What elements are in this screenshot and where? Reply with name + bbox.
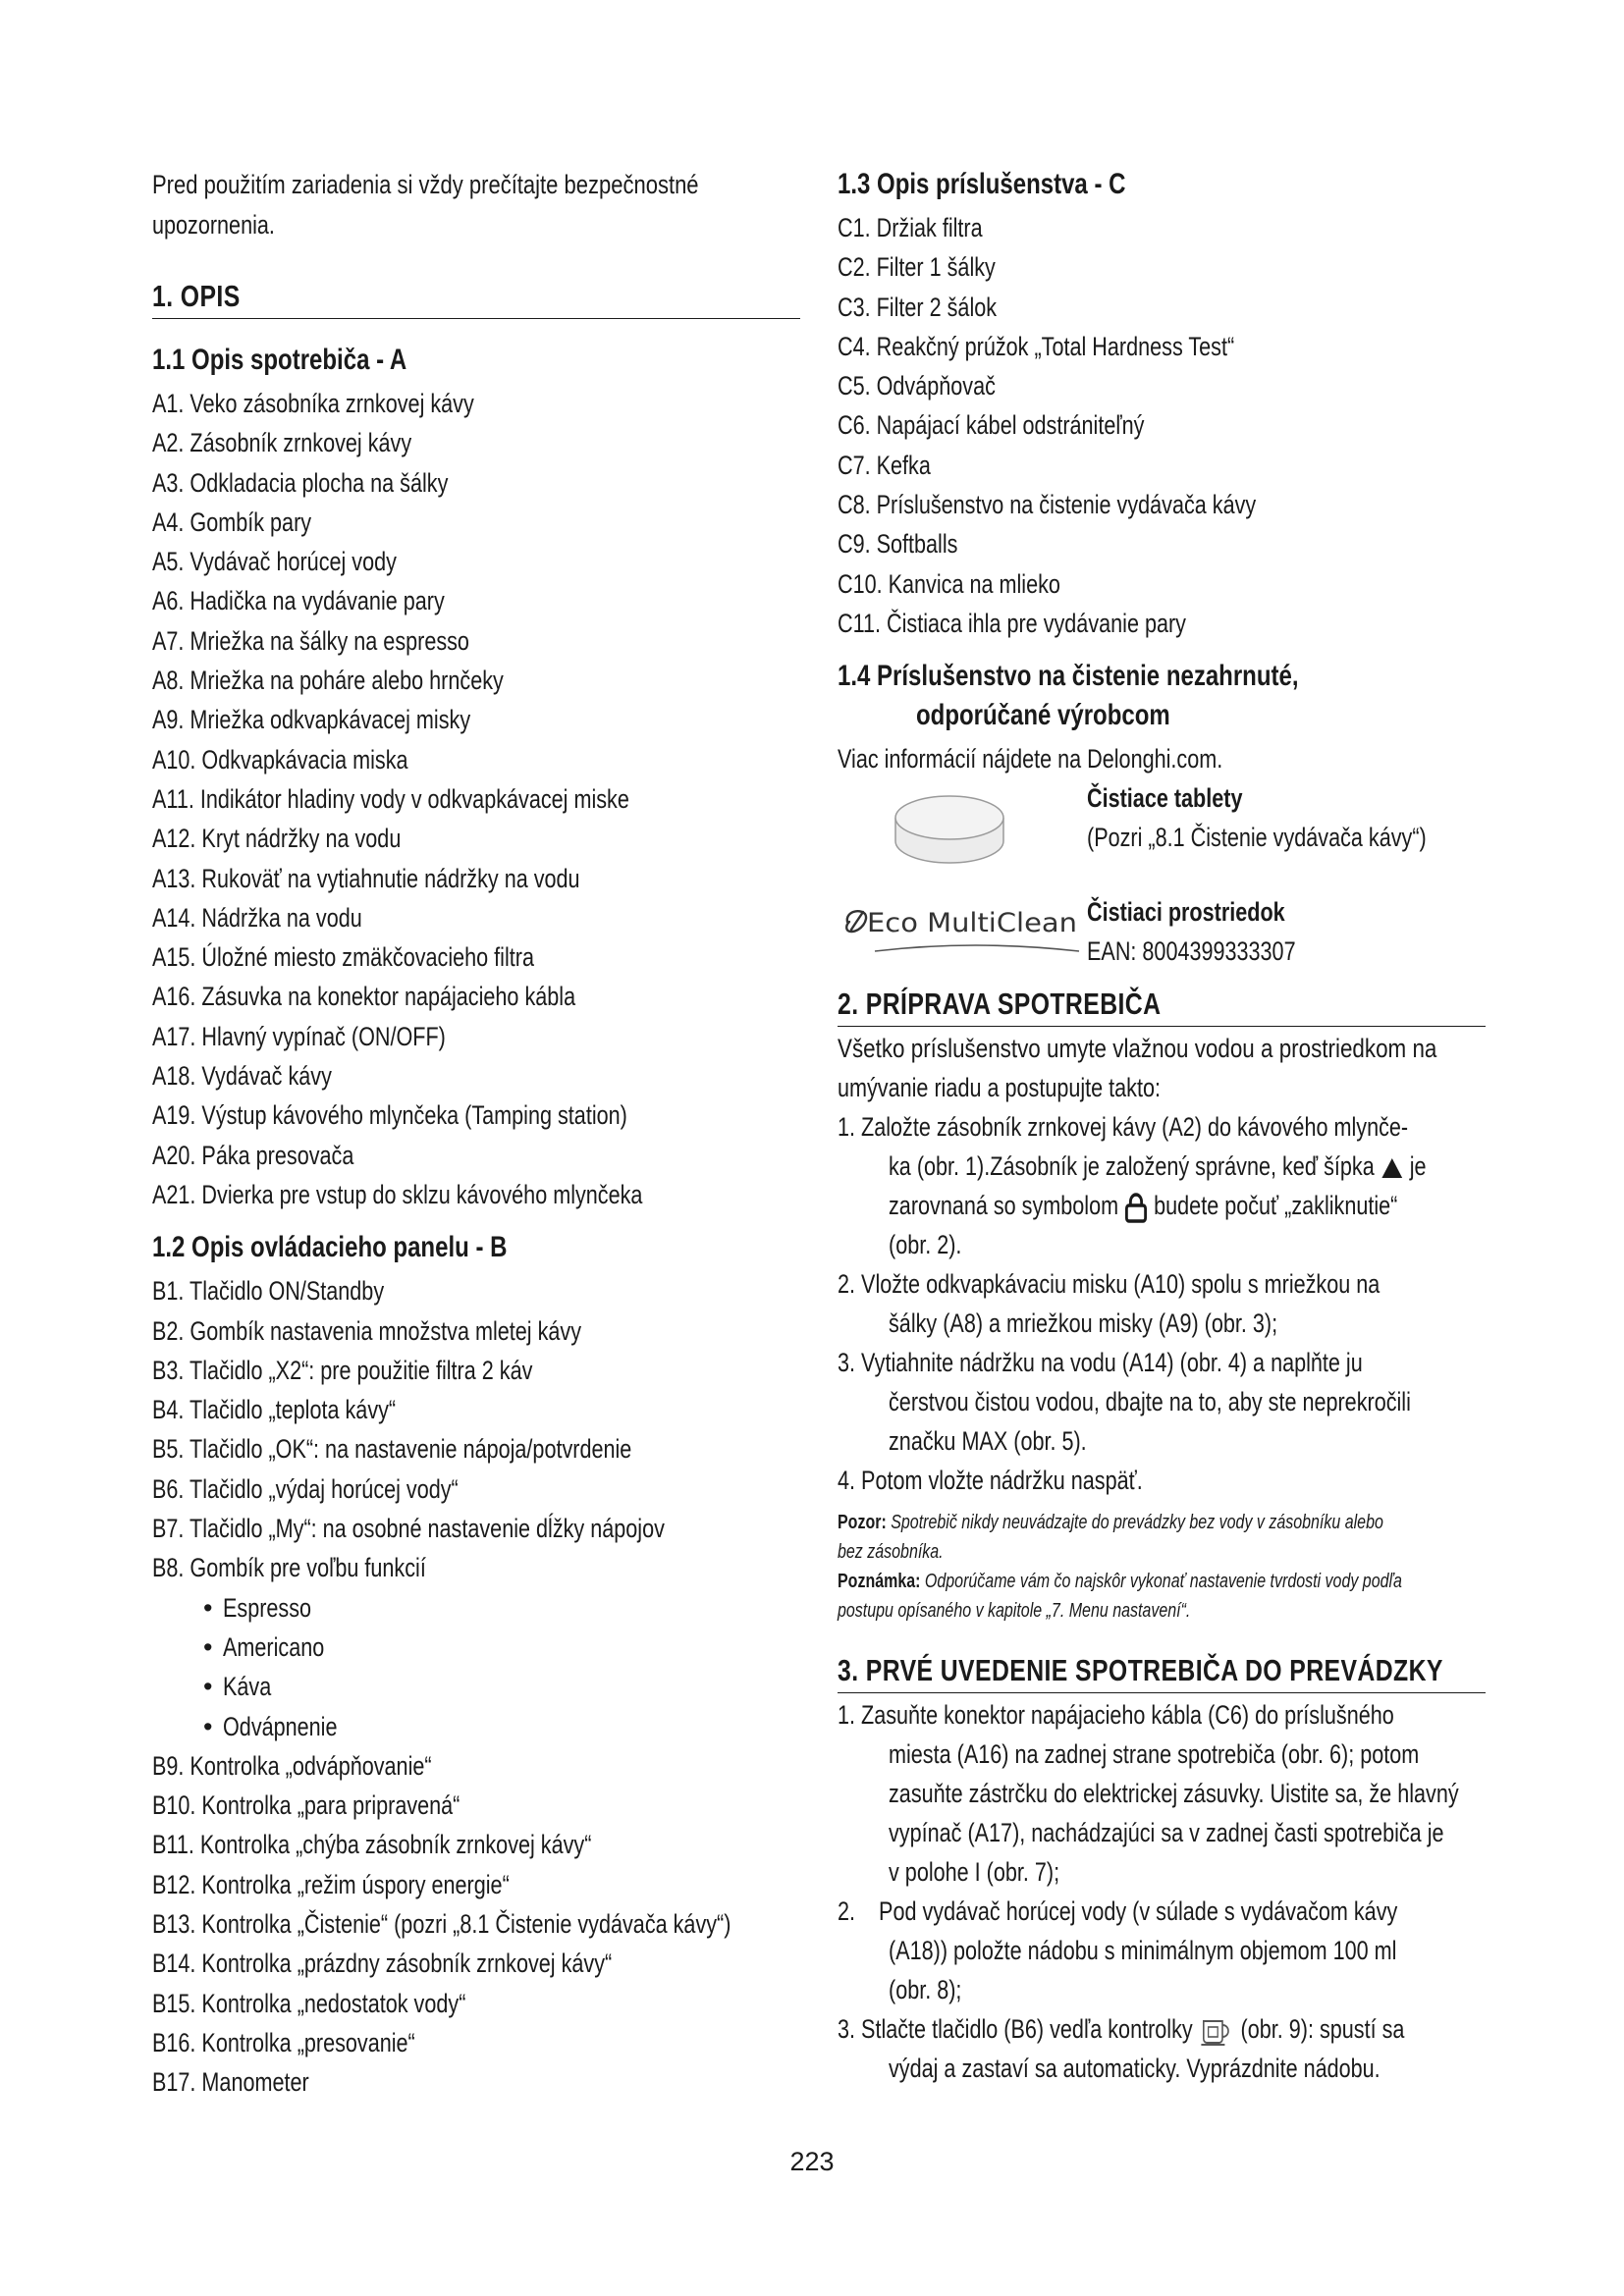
eco-multiclean-logo — [838, 894, 1083, 963]
list-item: A16. Zásuvka na konektor napájacieho kábla — [152, 982, 576, 1012]
first-use-steps — [838, 1695, 1486, 2088]
list-item: A2. Zásobník zrnkovej kávy — [152, 428, 412, 458]
bullet-dot: • — [203, 1672, 213, 1702]
list-accessories — [838, 208, 1486, 643]
list-item: C11. Čistiaca ihla pre vydávanie pary — [838, 608, 1186, 638]
list-item: A4. Gombík pary — [152, 507, 312, 537]
bullet-dot: • — [203, 1631, 213, 1662]
list-item: A8. Mriežka na poháre alebo hrnčeky — [152, 666, 504, 696]
priprava-step-2: 2. Vložte odkvapkávaciu misku (A10) spolu s mriežkou na šálky (A8) a mriežkou misky (A9) (obr. 3); — [838, 1269, 1380, 1339]
hot-water-cup-icon — [1199, 2015, 1235, 2047]
list-item: A3. Odkladacia plocha na šálky — [152, 467, 449, 498]
section-heading-prve-uvedenie: 3. PRVÉ UVEDENIE SPOTREBIČA DO PREVÁDZKY — [838, 1653, 1486, 1693]
list-item: B9. Kontrolka „odvápňovanie“ — [152, 1750, 432, 1781]
list-item: B4. Tlačidlo „teplota kávy“ — [152, 1395, 397, 1425]
first-use-step-2: 2. Pod vydávač horúcej vody (v súlade s vydávačom kávy (A18)) položte nádobu s minimálnym objemom 100 ml (obr. 8); — [838, 1896, 1398, 2005]
section-heading-priprava: 2. PRÍPRAVA SPOTREBIČA — [838, 987, 1486, 1027]
list-item: A13. Rukoväť na vytiahnutie nádržky na vodu — [152, 863, 580, 893]
list-item: B6. Tlačidlo „výdaj horúcej vody“ — [152, 1473, 459, 1504]
intro-line-2: upozornenia. — [152, 210, 275, 240]
cleaning-tablet-image — [892, 786, 1007, 875]
list-item: A15. Úložné miesto zmäkčovacieho filtra — [152, 942, 534, 973]
priprava-intro: Všetko príslušenstvo umyte vlažnou vodou a prostriedkom na umývanie riadu a postupujte takto: — [838, 1034, 1437, 1103]
bullet-item: • Americano — [152, 1628, 800, 1667]
list-item: A19. Výstup kávového mlynčeka (Tamping station) — [152, 1100, 627, 1131]
list-item: A18. Vydávač kávy — [152, 1061, 332, 1092]
list-item: B17. Manometer — [152, 2067, 309, 2098]
list-item: A20. Páka presovača — [152, 1140, 354, 1170]
bullet-item: • Espresso — [152, 1588, 800, 1628]
list-item: B12. Kontrolka „režim úspory energie“ — [152, 1869, 510, 1899]
list-item: A12. Kryt nádržky na vodu — [152, 824, 402, 854]
list-item: B3. Tlačidlo „X2“: pre použitie filtra 2 káv — [152, 1355, 533, 1385]
list-item: C3. Filter 2 šálok — [838, 292, 998, 322]
bullet-item: • Odvápnenie — [152, 1707, 800, 1746]
list-item: C10. Kanvica na mlieko — [838, 568, 1060, 599]
list-item: C2. Filter 1 šálky — [838, 252, 996, 283]
priprava-steps — [838, 1107, 1486, 1500]
subsection-heading-b: 1.2 Opis ovládacieho panelu - B — [152, 1231, 508, 1264]
priprava-step-4: 4. Potom vložte nádržku naspäť. — [838, 1466, 1143, 1496]
list-item: A14. Nádržka na vodu — [152, 902, 362, 933]
list-item: A6. Hadička na vydávanie pary — [152, 586, 445, 616]
list-item: A17. Hlavný vypínač (ON/OFF) — [152, 1021, 446, 1051]
bullet-dot: • — [203, 1711, 213, 1741]
list-item: A5. Vydávač horúcej vody — [152, 547, 397, 577]
list-item: A7. Mriežka na šálky na espresso — [152, 625, 469, 656]
list-item: B14. Kontrolka „prázdny zásobník zrnkovej kávy“ — [152, 1949, 613, 1979]
lock-icon — [1124, 1192, 1148, 1223]
warning-note: Pozor: Spotrebič nikdy neuvádzajte do prevádzky bez vody v zásobníku alebo bez zásobníka. — [838, 1512, 1383, 1564]
first-use-step-3: 3. Stlačte tlačidlo (B6) vedľa kontrolky (obr. 9): spustí sa výdaj a zastaví sa automaticky. Vyprázdnite nádobu. — [838, 2014, 1405, 2084]
list-item: A11. Indikátor hladiny vody v odkvapkávacej miske — [152, 783, 629, 814]
list-item: A9. Mriežka odkvapkávacej misky — [152, 705, 471, 735]
tablets-reference: (Pozri „8.1 Čistenie vydávača kávy“) — [1087, 823, 1427, 853]
list-item: C5. Odvápňovač — [838, 371, 996, 401]
section-heading-opis: 1. OPIS — [152, 279, 800, 319]
intro-paragraph — [152, 165, 800, 245]
subsection-heading-a: 1.1 Opis spotrebiča - A — [152, 344, 407, 376]
first-use-step-1: 1. Zasuňte konektor napájacieho kábla (C6) do príslušného miesta (A16) na zadnej strane spotrebiča (obr. 6); potom zasuňte zástrčku do elektrickej zásuvky. Uistite sa, že hlavný vypínač (A17), nachádzajúci sa v zadnej časti spotrebiča je v polohe I (obr. 7); — [838, 1700, 1459, 1888]
list-item: C6. Napájací kábel odstrániteľný — [838, 410, 1145, 441]
bullet-item: • Káva — [152, 1667, 800, 1706]
bullet-dot: • — [203, 1592, 213, 1623]
tablets-title: Čistiace tablety — [1087, 783, 1243, 814]
arrow-up-icon — [1380, 1156, 1404, 1180]
list-item: B13. Kontrolka „Čistenie“ (pozri „8.1 Čistenie vydávača kávy“) — [152, 1908, 731, 1939]
more-info-text: Viac informácií nájdete na Delonghi.com. — [838, 744, 1223, 774]
list-item: A1. Veko zásobníka zrnkovej kávy — [152, 389, 474, 418]
advice-note: Poznámka: Odporúčame vám čo najskôr vykonať nastavenie tvrdosti vody podľa postupu opísaného v kapitole „7. Menu nastavení“. — [838, 1571, 1402, 1623]
list-item: C9. Softballs — [838, 529, 958, 560]
list-item: B8. Gombík pre voľbu funkcií — [152, 1553, 426, 1583]
list-item: B11. Kontrolka „chýba zásobník zrnkovej kávy“ — [152, 1830, 592, 1860]
list-item: C1. Držiak filtra — [838, 213, 983, 242]
list-item: B5. Tlačidlo „OK“: na nastavenie nápoja/potvrdenie — [152, 1434, 632, 1465]
detergent-title: Čistiaci prostriedok — [1087, 897, 1285, 928]
cleaning-tablets-row — [838, 778, 1486, 884]
detergent-ean: EAN: 8004399333307 — [1087, 936, 1296, 967]
list-appliance-parts — [152, 384, 800, 1214]
list-control-panel — [152, 1271, 800, 2102]
subsection-heading-cleaning-2: odporúčané výrobcom — [916, 699, 1170, 732]
list-item: B1. Tlačidlo ON/Standby — [152, 1276, 385, 1307]
list-item: A21. Dvierka pre vstup do sklzu kávového mlynčeka — [152, 1179, 643, 1209]
cleaning-detergent-row — [838, 884, 1486, 981]
intro-line-1: Pred použitím zariadenia si vždy prečítajte bezpečnostné — [152, 170, 699, 199]
list-item: B10. Kontrolka „para pripravená“ — [152, 1790, 460, 1821]
list-item: B2. Gombík nastavenia množstva mletej kávy — [152, 1315, 581, 1346]
list-item: B7. Tlačidlo „My“: na osobné nastavenie dĺžky nápojov — [152, 1514, 665, 1544]
eco-logo-text: Eco MultiClean — [867, 908, 1077, 939]
priprava-step-3: 3. Vytiahnite nádržku na vodu (A14) (obr. 4) a naplňte ju čerstvou čistou vodou, dbajte na to, aby ste neprekročili značku MAX (obr. 5). — [838, 1348, 1411, 1457]
subsection-heading-c: 1.3 Opis príslušenstva - C — [838, 168, 1126, 200]
right-column — [838, 165, 1486, 2096]
list-item: A10. Odkvapkávacia miska — [152, 744, 408, 774]
list-item: C4. Reakčný prúžok „Total Hardness Test“ — [838, 331, 1235, 361]
list-item: C7. Kefka — [838, 450, 931, 480]
list-item: B16. Kontrolka „presovanie“ — [152, 2027, 415, 2057]
priprava-step-1: 1. Založte zásobník zrnkovej kávy (A2) do kávového mlynče- ka (obr. 1).Zásobník je založený správne, keď šípka je zarovnaná so symbolom budete počuť „zakliknutie“ (obr. 2). — [838, 1112, 1427, 1260]
subsection-heading-cleaning: 1.4 Príslušenstvo na čistenie nezahrnuté, — [838, 660, 1299, 693]
page-number: 223 — [789, 2147, 835, 2176]
left-column — [152, 165, 800, 2111]
list-item: B15. Kontrolka „nedostatok vody“ — [152, 1988, 466, 2018]
list-item: C8. Príslušenstvo na čistenie vydávača kávy — [838, 490, 1257, 520]
